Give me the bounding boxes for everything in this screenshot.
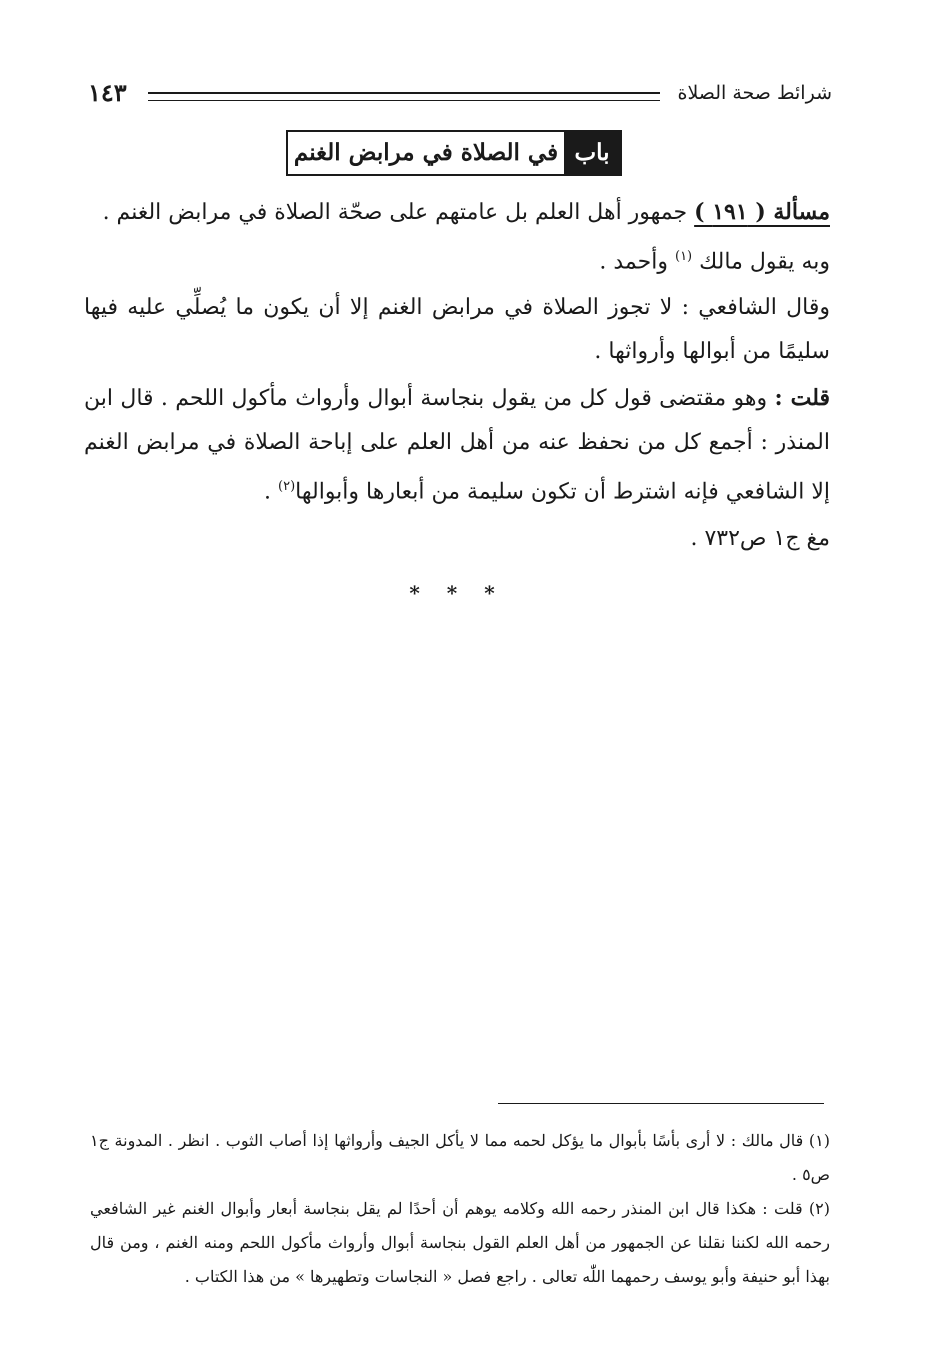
comment-label: قلت : [774,385,830,412]
footnote-rule [498,1103,824,1104]
running-title: شرائط صحة الصلاة [677,82,832,104]
footnote-ref-2: (٢) [278,479,296,495]
issue-paragraph [84,190,830,284]
chapter-label: باب [564,132,620,174]
footnote-2: (٢) قلت : هكذا قال ابن المنذر رحمه الله وكلامه يوهم أن أحدًا لم يقل بنجاسة أبعار وأبوال الغنم غير الشافعي رحمه الله لكننا نقلنا عن الجمهور من أهل العلم القول بنجاسة أبوال وأرواث مأكول اللحم ومنه الغنم ، ومن قال بهذا أبو حنيفة وأبو يوسف رحمهما اللّٰه تعالى . راجع فصل « النجاسات وتطهيرها » من هذا الكتاب . [90,1199,830,1286]
chapter-title: في الصلاة في مرابض الغنم [293,139,559,166]
issue-line1: جمهور أهل العلم بل عامتهم على صحّة الصلاة في مرابض الغنم . [102,200,688,225]
section-separator: * * * [409,580,505,605]
comment-end: . [264,479,272,505]
issue-label: مسألة ( ١٩١ ) [694,199,830,225]
header-rule [148,92,660,101]
issue-line2-post: وأحمد . [599,249,668,275]
footnote-ref-1: (١) [674,249,693,264]
comment-paragraph [84,376,830,514]
issue-line2-pre: وبه يقول مالك [699,249,830,275]
footnotes [90,1124,830,1294]
footnote-1: (١) قال مالك : لا أرى بأسًا بأبوال ما يؤكل لحمه مما لا يأكل الجيف وأرواثها إذا أصاب الثوب . انظر . المدونة ج١ ص٥ . [90,1131,830,1184]
source-reference: مغ ج١ ص٧٣٢ . [690,525,830,551]
comment-text: وهو مقتضى قول كل من يقول بنجاسة أبوال وأرواث مأكول اللحم . قال ابن المنذر : أجمع كل من نحفظ عنه من أهل العلم على إباحة الصلاة في مرابض الغنم إلا الشافعي فإنه اشترط أن تكون سليمة من أبعارها وأبوالها [84,386,830,505]
chapter-heading [286,130,622,176]
running-header [88,78,832,112]
body-text [84,190,830,605]
shafii-paragraph: وقال الشافعي : لا تجوز الصلاة في مرابض الغنم إلا أن يكون ما يُصلِّي عليه فيها سليمًا من أبوالها وأرواثها . [84,295,830,365]
page-number: ١٤٣ [88,78,127,107]
